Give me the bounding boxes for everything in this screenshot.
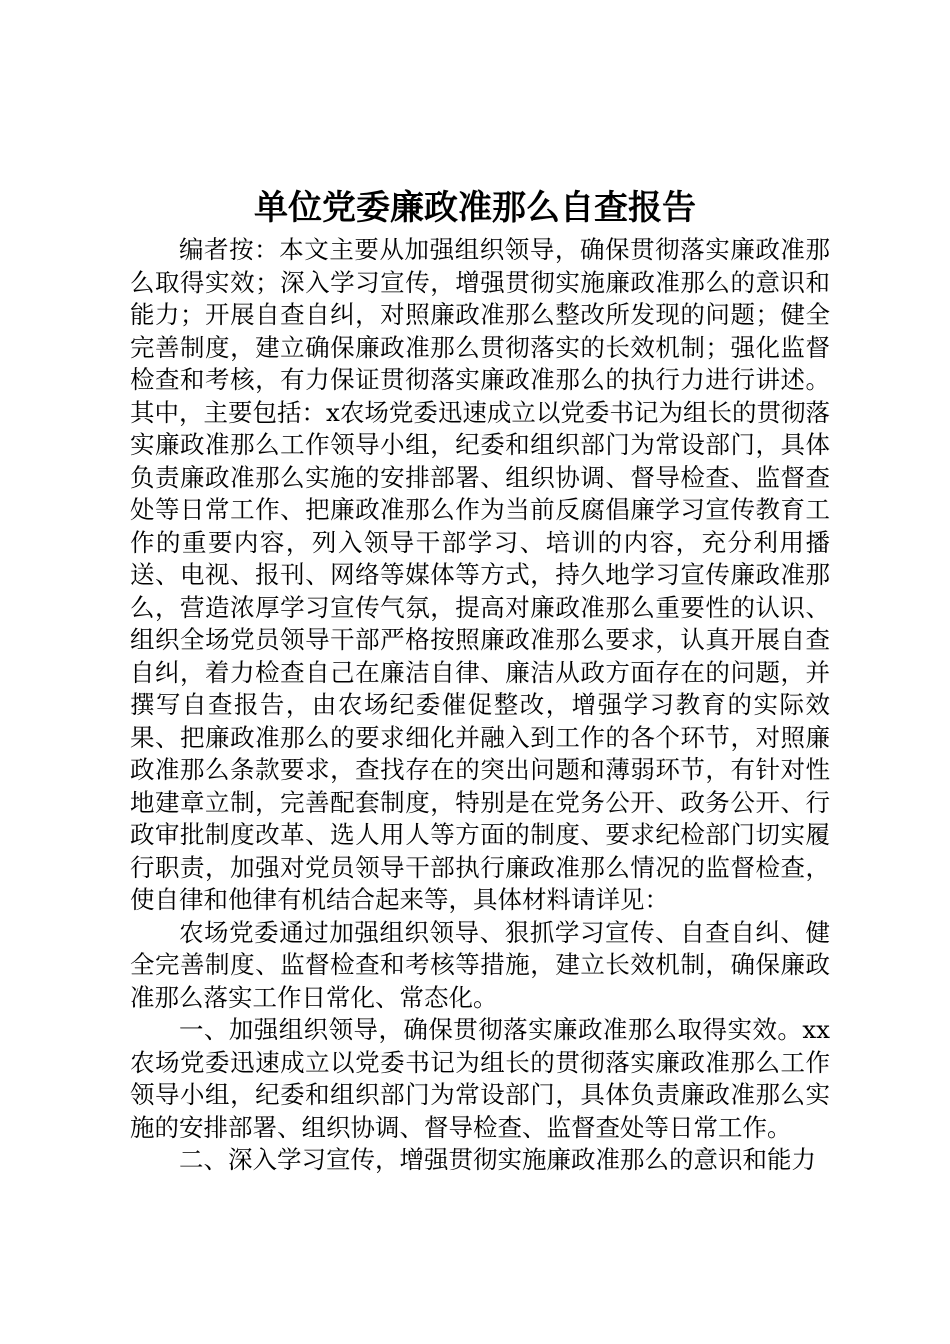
document-body [130, 234, 830, 1177]
summary-paragraph: 农场党委通过加强组织领导、狠抓学习宣传、自查自纠、健全完善制度、监督检查和考核等措施，建立长效机制，确保廉政准那么落实工作日常化、常态化。 [130, 917, 830, 1012]
section-two-heading: 二、深入学习宣传，增强贯彻实施廉政准那么的意识和能力 [179, 1145, 816, 1174]
editor-note-paragraph: 编者按：本文主要从加强组织领导，确保贯彻落实廉政准那么取得实效；深入学习宣传，增强贯彻实施廉政准那么的意识和能力；开展自查自纠，对照廉政准那么整改所发现的问题；健全完善制度，建立确保廉政准那么贯彻落实的长效机制；强化监督检查和考核，有力保证贯彻落实廉政准那么的执行力进行讲述。其中，主要包括：x农场党委迅速成立以党委书记为组长的贯彻落实廉政准那么工作领导小组，纪委和组织部门为常设部门，具体负责廉政准那么实施的安排部署、组织协调、督导检查、监督查处等日常工作、把廉政准那么作为当前反腐倡廉学习宣传教育工作的重要内容，列入领导干部学习、培训的内容，充分利用播送、电视、报刊、网络等媒体等方式，持久地学习宣传廉政准那么，营造浓厚学习宣传气氛，提高对廉政准那么重要性的认识、组织全场党员领导干部严格按照廉政准那么要求，认真开展自查自纠，着力检查自己在廉洁自律、廉洁从政方面存在的问题，并撰写自查报告，由农场纪委催促整改，增强学习教育的实际效果、把廉政准那么的要求细化并融入到工作的各个环节，对照廉政准那么条款要求，查找存在的突出问题和薄弱环节，有针对性地建章立制，完善配套制度，特别是在党务公开、政务公开、行政审批制度改革、选人用人等方面的制度、要求纪检部门切实履行职责，加强对党员领导干部执行廉政准那么情况的监督检查，使自律和他律有机结合起来等，具体材料请详见： [130, 235, 830, 914]
document-title: 单位党委廉政准那么自查报告 [254, 188, 696, 228]
section-one-paragraph: 一、加强组织领导，确保贯彻落实廉政准那么取得实效。xx农场党委迅速成立以党委书记为组长的贯彻落实廉政准那么工作领导小组，纪委和组织部门为常设部门，具体负责廉政准那么实施的安排部署、组织协调、督导检查、监督查处等日常工作。 [130, 1015, 830, 1142]
